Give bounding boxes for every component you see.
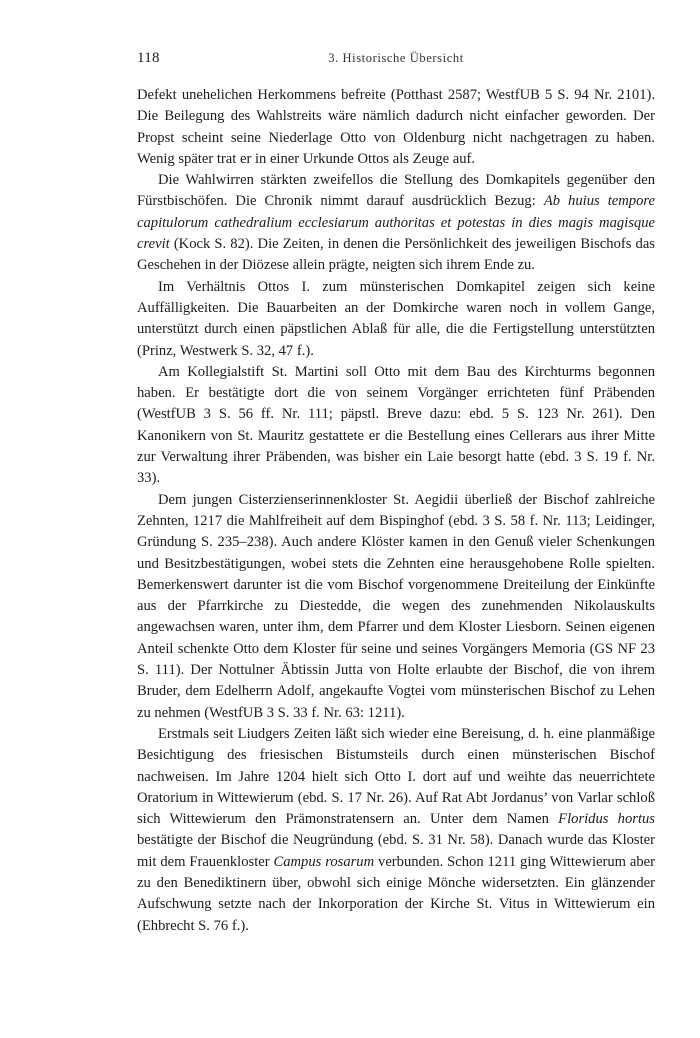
body-text — [137, 85, 655, 937]
latin-name: Campus rosarum — [273, 853, 375, 870]
paragraph — [137, 170, 655, 276]
paragraph — [137, 724, 655, 937]
paragraph — [137, 85, 655, 170]
paragraph — [137, 490, 655, 724]
paragraph — [137, 362, 655, 490]
text-run: (Kock S. 82). Die Zeiten, in denen die Persönlichkeit des jeweiligen Bischofs das Geschehen in der Diözese allein prägte, neigten sich ihrem Ende zu. — [137, 236, 655, 274]
paragraph — [137, 277, 655, 362]
running-title: 3. Historische Übersicht — [328, 51, 464, 65]
text-run: verbunden. Schon 1211 ging Wittewierum aber zu den Benediktinern über, obwohl sich einige Mönche widersetzten. Ein glänzender Aufschwung setzte nach der Inkorporation der Kirche St. Vitus in Wittewierum ein (Ehbrecht S. 76 f.). — [137, 853, 656, 934]
text-run: Defekt unehelichen Herkommens befreite (Potthast 2587; WestfUB 5 S. 94 Nr. 2101). Die Beilegung des Wahlstreits wäre nämlich dadurch nicht einfacher geworden. Der Propst scheint seine Niederlage Otto von Oldenburg nicht nachgetragen zu haben. Wenig später trat er in einer Urkunde Ottos als Zeuge auf. — [137, 87, 655, 167]
latin-quotation: Ab huius tempore capitulorum cathedralium ecclesiarum authoritas et potestas in dies magis magisque crevit — [137, 193, 655, 253]
page-number: 118 — [137, 50, 160, 66]
text-run: Die Wahlwirren stärkten zweifellos die Stellung des Domkapitels gegenüber den Fürstbischöfen. Die Chronik nimmt darauf ausdrücklich Bezug: — [137, 172, 655, 210]
text-run: Erstmals seit Liudgers Zeiten läßt sich wieder eine Bereisung, d. h. eine planmäßige Besichtigung des friesischen Bistumsteils durch einen münsterischen Bischof nachweisen. Im Jahre 1204 hielt sich Otto I. dort auf und weihte das neuerrichtete Oratorium in Wittewierum (ebd. S. 17 Nr. 26). Auf Rat Abt Jordanus’ von Varlar schloß sich Wittewierum den Prämonstratensern an. Unter dem Namen — [137, 725, 655, 828]
text-run: Im Verhältnis Ottos I. zum münsterischen Domkapitel zeigen sich keine Auffälligkeiten. Die Bauarbeiten an der Domkirche waren noch in vollem Gange, unterstützt durch einen päpstlichen Ablaß für alle, die die Fertigstellung unterstützten (Prinz, Westwerk S. 32, 47 f.). — [137, 278, 655, 359]
latin-name: Floridus hortus — [558, 811, 655, 828]
text-run: bestätigte der Bischof die Neugründung (ebd. S. 31 Nr. 58). Danach wurde das Kloster mit dem Frauenkloster — [137, 832, 655, 870]
running-head — [137, 50, 655, 70]
text-run: Am Kollegialstift St. Martini soll Otto mit dem Bau des Kirchturms begonnen haben. Er bestätigte dort die von seinem Vorgänger errichteten fünf Präbenden (WestfUB 3 S. 56 ff. Nr. 111; päpstl. Breve dazu: ebd. 5 S. 123 Nr. 261). Den Kanonikern von St. Mauritz gestattete er die Bestellung eines Cellerars aus ihrer Mitte zur Verwaltung ihrer Präbenden, was bisher ein Laie besorgt hatte (ebd. 3 S. 19 f. Nr. 33). — [137, 363, 655, 487]
text-run: Dem jungen Cisterzienserinnenkloster St. Aegidii überließ der Bischof zahlreiche Zehnten, 1217 die Mahlfreiheit auf dem Bispinghof (ebd. 3 S. 58 f. Nr. 113; Leidinger, Gründung S. 235–238). Auch andere Klöster kamen in den Genuß vieler Schenkungen und Besitzbestätigungen, wobei stets die Zehnten eine herausgehobene Rolle spielten. Bemerkenswert darunter ist die vom Bischof vorgenommene Dreiteilung der Einkünfte aus der Pfarrkirche zu Diestedde, die wegen des zunehmenden Nikolauskults angewachsen waren, unter ihm, dem Pfarrer und dem Kloster Liesborn. Seinen eigenen Anteil schenkte Otto dem Kloster für seine und seines Vorgängers Memoria (GS NF 23 S. 111). Der Nottulner Äbtissin Jutta von Holte erlaubte der Bischof, die von ihrem Bruder, dem Edelherrn Adolf, angekaufte Vogtei vom münsterischen Bischof zu Lehen zu nehmen (WestfUB 3 S. 33 f. Nr. 63: 1211). — [137, 491, 655, 721]
